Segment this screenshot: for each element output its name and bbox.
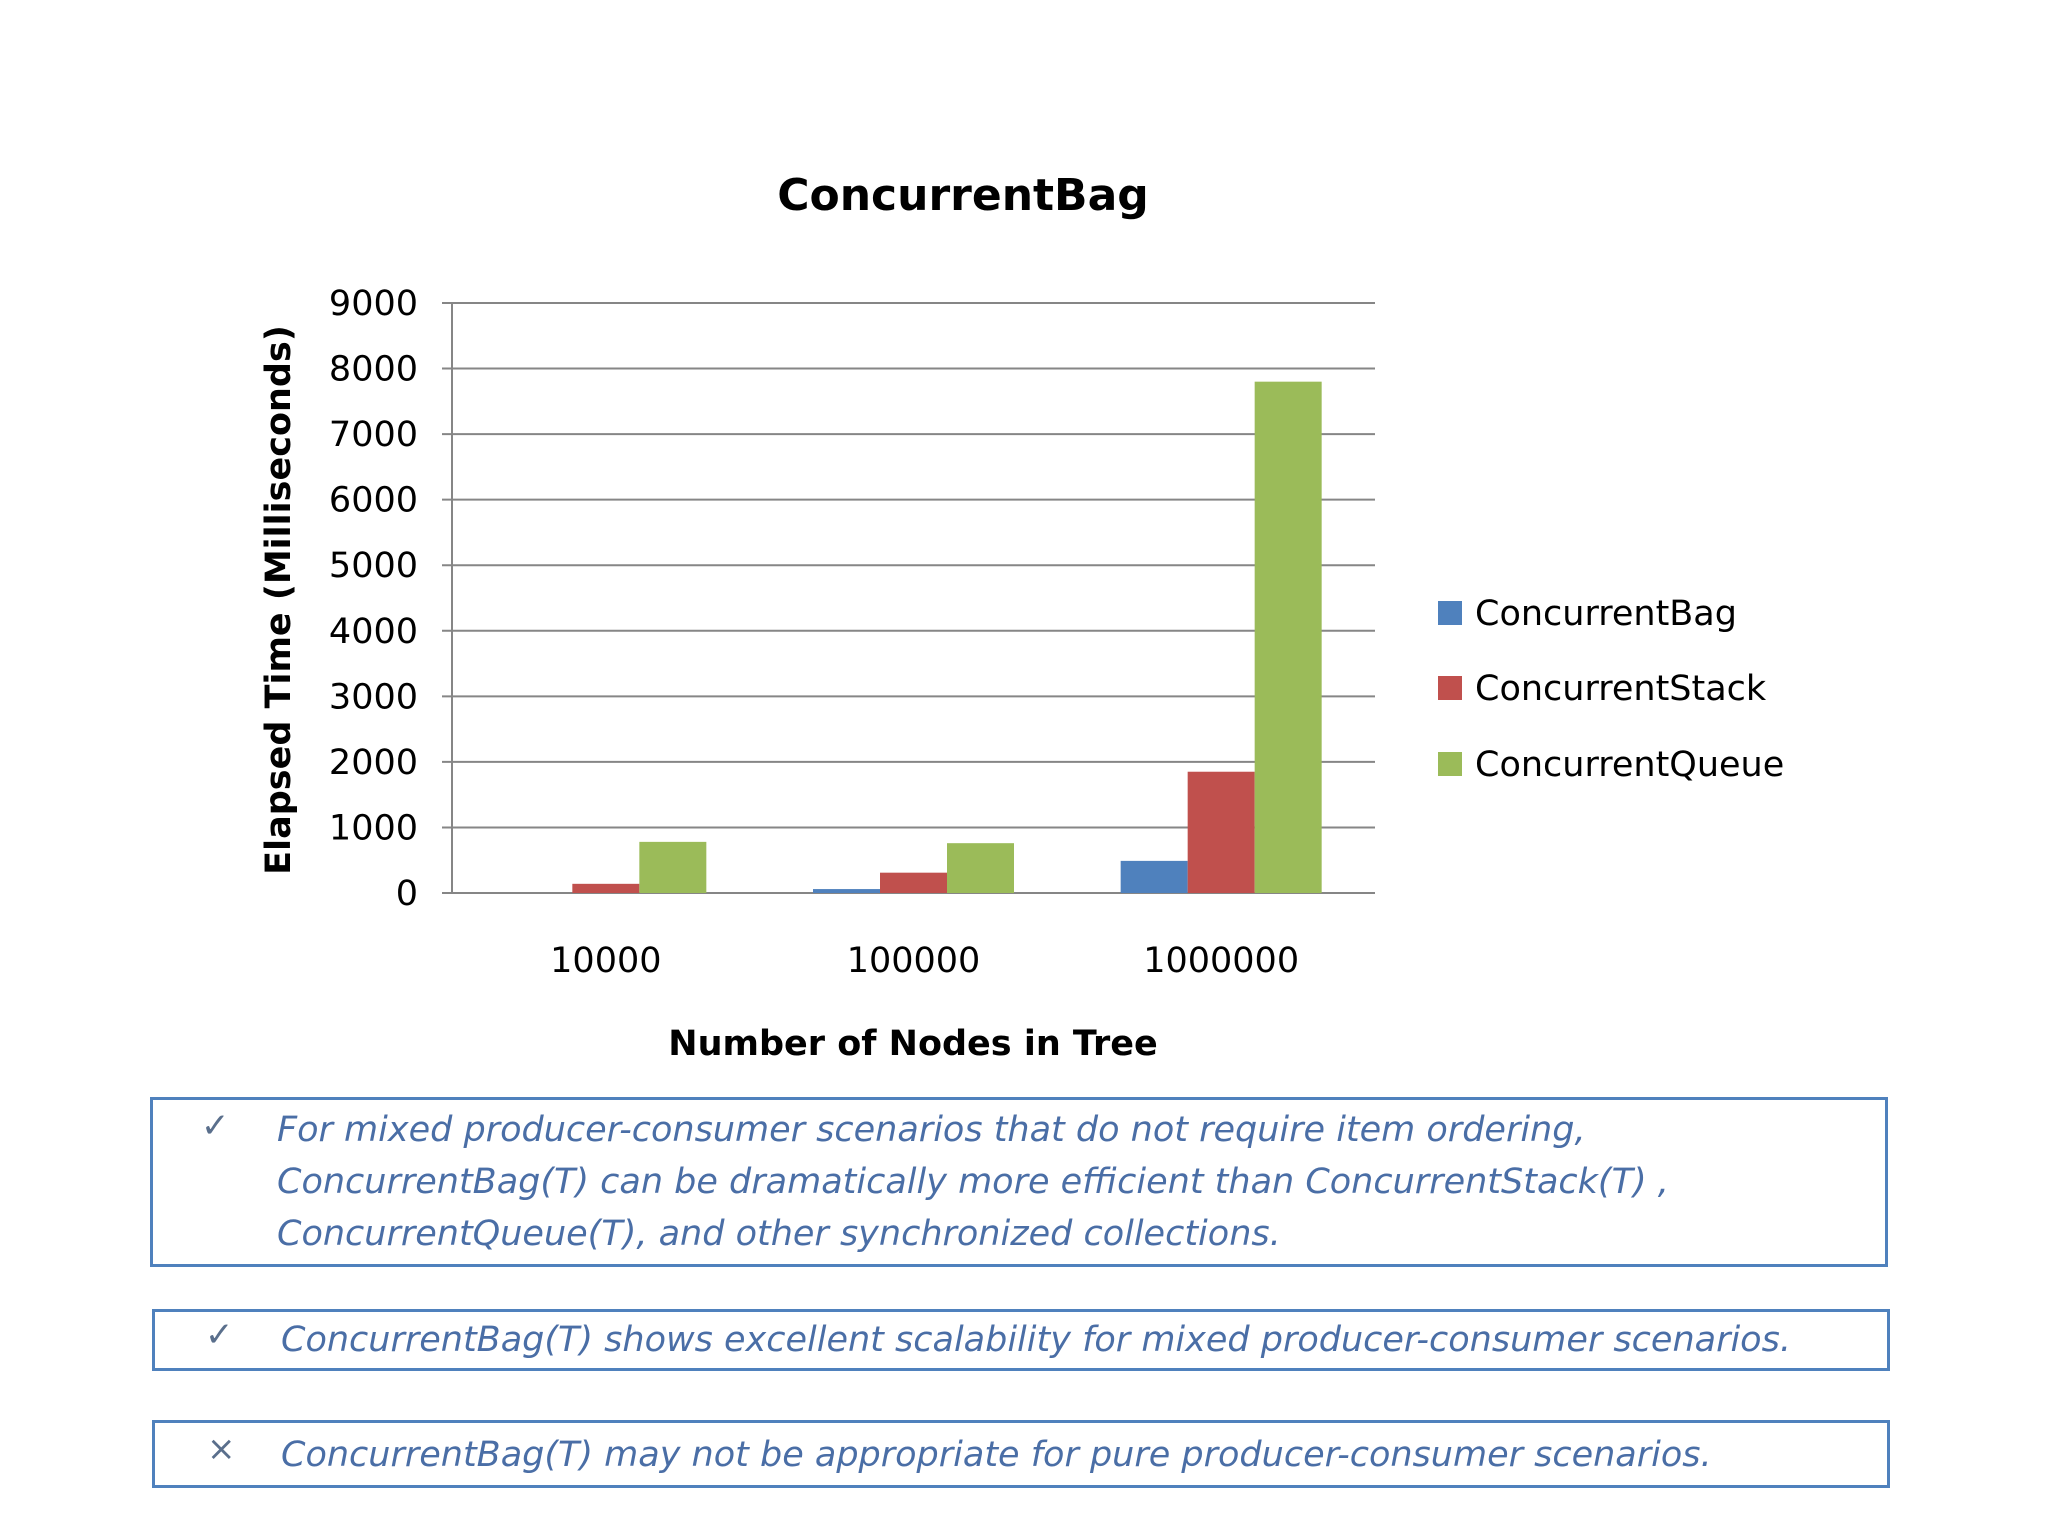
bar-ConcurrentQueue-100000: [947, 843, 1014, 893]
y-axis-label: Elapsed Time (Milliseconds): [259, 325, 299, 875]
bars: [572, 382, 1321, 893]
legend-label: ConcurrentQueue: [1475, 745, 1785, 785]
legend-swatch: [1438, 601, 1462, 625]
checkmark-icon: ✓: [201, 1106, 230, 1146]
bar-ConcurrentStack-100000: [880, 873, 947, 893]
bar-ConcurrentStack-1000000: [1188, 772, 1255, 893]
note-box-2: [152, 1309, 1890, 1371]
y-tick-label: 1000: [328, 808, 418, 849]
y-tick-label: 3000: [328, 677, 418, 718]
note-text-1: For mixed producer-consumer scenarios that do not require item ordering, ConcurrentBag(T) can be dramatically more efficient than ConcurrentStack(T) , ConcurrentQueue(T), and other synchronized collections.: [277, 1110, 1669, 1254]
bar-ConcurrentQueue-10000: [639, 842, 706, 893]
legend-swatch: [1438, 676, 1462, 700]
y-tick-label: 8000: [328, 349, 418, 390]
checkmark-icon: ✓: [205, 1315, 234, 1355]
note-text-3: ConcurrentBag(T) may not be appropriate for pure producer-consumer scenarios.: [281, 1435, 1712, 1475]
legend: [1438, 594, 1784, 785]
chart-title: ConcurrentBag: [777, 170, 1149, 221]
note-box-1: [150, 1097, 1888, 1267]
legend-swatch: [1438, 752, 1462, 776]
y-tick-label: 7000: [328, 415, 418, 456]
y-tick-label: 6000: [328, 480, 418, 521]
x-tick-label: 10000: [550, 941, 662, 981]
legend-label: ConcurrentBag: [1475, 594, 1737, 634]
y-tick-labels: [329, 284, 418, 914]
y-tick-label: 9000: [328, 284, 418, 324]
legend-label: ConcurrentStack: [1475, 669, 1767, 709]
cross-icon: ×: [207, 1429, 236, 1469]
x-tick-labels: [550, 941, 1299, 981]
bar-ConcurrentQueue-1000000: [1255, 382, 1322, 893]
bar-ConcurrentBag-1000000: [1121, 861, 1188, 893]
note-text-2: ConcurrentBag(T) shows excellent scalability for mixed producer-consumer scenarios.: [281, 1320, 1791, 1360]
note-box-3: [152, 1420, 1890, 1488]
bar-ConcurrentStack-10000: [572, 884, 639, 893]
y-tick-label: 5000: [328, 546, 418, 587]
x-tick-label: 100000: [846, 941, 981, 981]
y-tick-label: 2000: [328, 742, 418, 783]
y-tick-label: 4000: [328, 611, 418, 652]
x-axis-label: Number of Nodes in Tree: [668, 1024, 1158, 1064]
y-tick-label: 0: [395, 874, 418, 914]
bar-ConcurrentBag-100000: [813, 889, 880, 893]
x-tick-label: 1000000: [1143, 941, 1300, 981]
